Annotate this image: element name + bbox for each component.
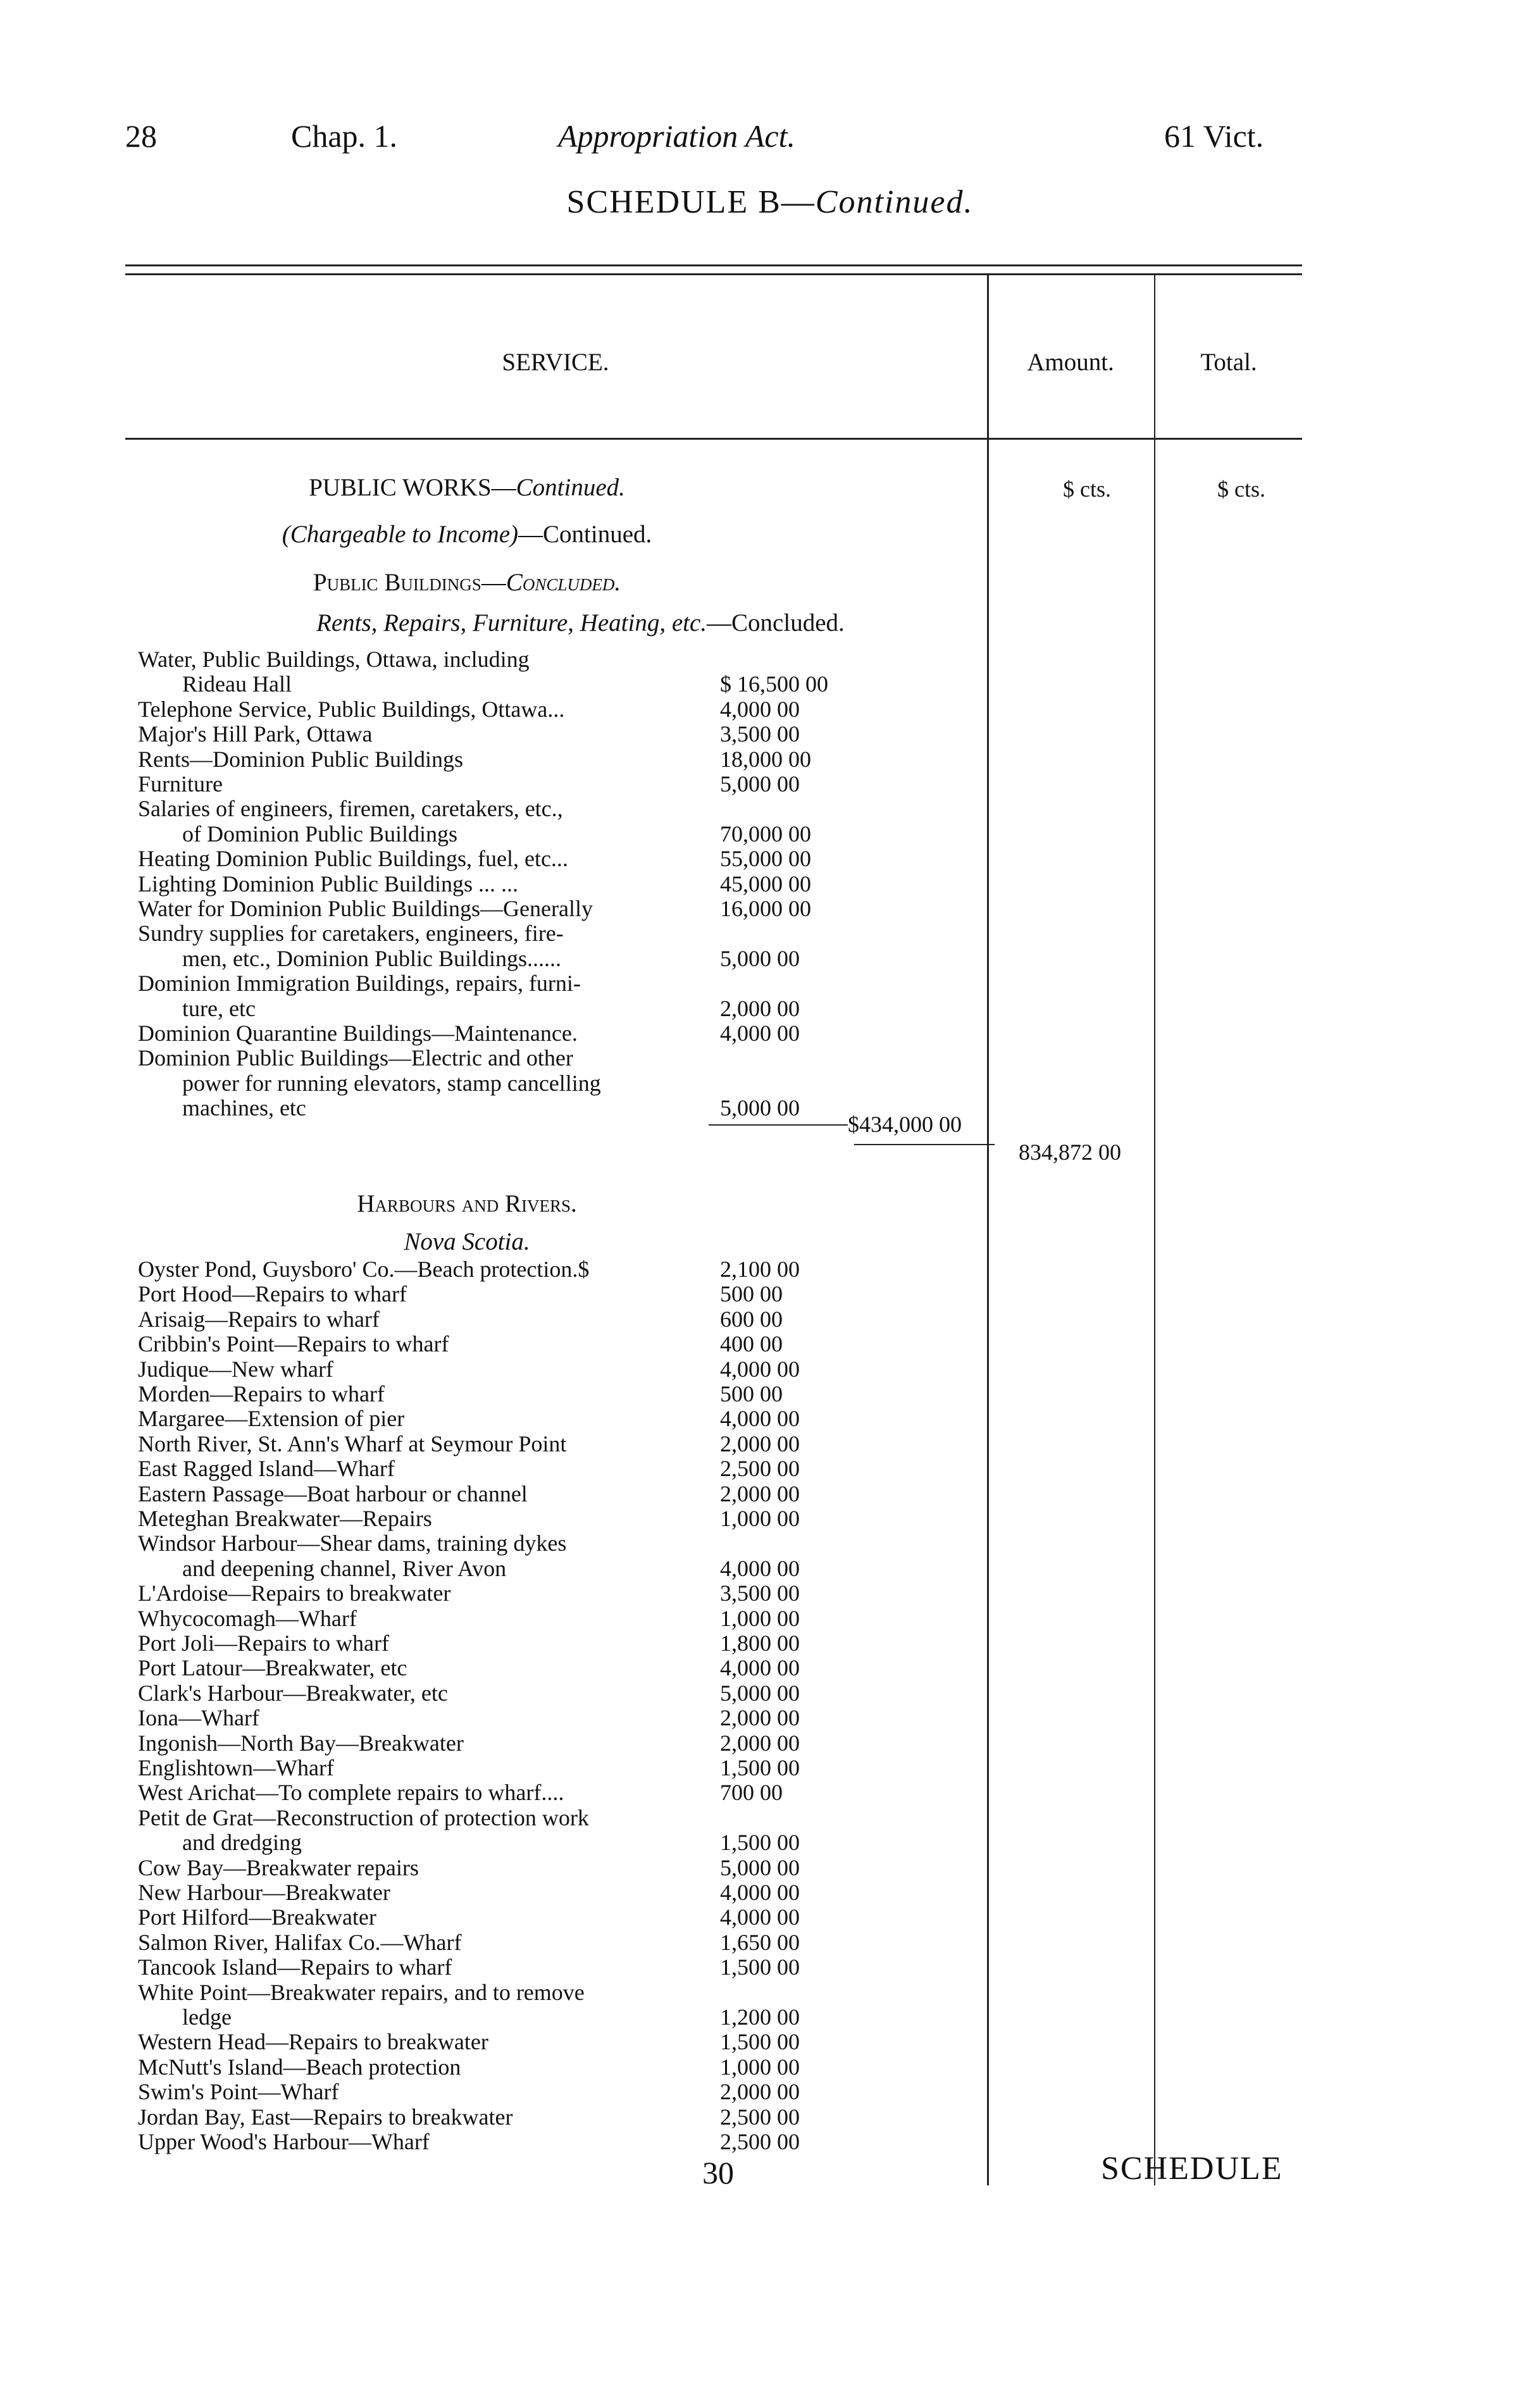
subtotal-rule-right: [854, 1144, 987, 1145]
ledger-line: [138, 1021, 847, 1046]
item-description: North River, St. Ann's Wharf at Seymour Point: [138, 1431, 567, 1456]
item-amount: 18,000 00: [720, 747, 811, 772]
item-description: Dominion Quarantine Buildings—Maintenance.: [138, 1021, 578, 1046]
item-description: and deepening channel, River Avon: [182, 1556, 507, 1581]
ledger-line: [138, 1755, 847, 1780]
item-description: White Point—Breakwater repairs, and to remove: [138, 1980, 585, 2005]
ledger-line: [138, 2079, 847, 2104]
item-amount: 4,000 00: [720, 1357, 800, 1382]
item-description: Port Latour—Breakwater, etc: [138, 1655, 407, 1680]
item-description: Whycocomagh—Wharf: [138, 1606, 357, 1631]
ledger-line: [138, 1095, 847, 1121]
item-amount: 2,500 00: [720, 2104, 800, 2130]
ledger-line: [138, 771, 847, 797]
item-description: Salaries of engineers, firemen, caretakers, etc.,: [138, 796, 563, 821]
item-description: Dominion Immigration Buildings, repairs, furni-: [138, 971, 581, 996]
harbours-title: Harbours and Rivers.: [357, 1190, 577, 1217]
item-description: of Dominion Public Buildings: [182, 821, 458, 847]
ledger-line: [138, 1481, 847, 1506]
ledger-line: [138, 1904, 847, 1930]
ledger-line: [138, 1630, 847, 1656]
ledger-line: [138, 1281, 847, 1307]
ledger-line: [138, 1855, 847, 1880]
ledger-line: [138, 1606, 847, 1631]
ledger-line: [138, 2104, 847, 2130]
item-amount: 2,000 00: [720, 996, 800, 1021]
ledger-line: [138, 1506, 847, 1531]
ledger-line: [138, 846, 847, 871]
item-amount: 1,800 00: [720, 1630, 800, 1656]
item-description: machines, etc: [182, 1095, 306, 1121]
item-amount: 1,500 00: [720, 1954, 800, 1980]
item-description: Ingonish—North Bay—Breakwater: [138, 1730, 464, 1756]
item-amount: 2,000 00: [720, 2079, 800, 2104]
act-title: Appropriation Act.: [558, 118, 795, 154]
item-amount: 3,500 00: [720, 721, 800, 747]
chapter-label: Chap. 1.: [291, 118, 398, 154]
item-amount: 4,000 00: [720, 1655, 800, 1680]
ledger-line: [138, 1730, 847, 1756]
section-title: PUBLIC WORKS—Continued.: [309, 474, 625, 501]
item-amount: 5,000 00: [720, 1095, 800, 1121]
item-description: Clark's Harbour—Breakwater, etc: [138, 1680, 448, 1706]
item-description: Lighting Dominion Public Buildings ... ...: [138, 871, 519, 897]
catchword: SCHEDULE: [1101, 2151, 1283, 2187]
ledger-line: [138, 1307, 847, 1332]
page-number: 28: [125, 118, 157, 154]
title-rule-top: [125, 264, 1302, 266]
ledger-line: [138, 996, 847, 1021]
item-amount: 55,000 00: [720, 846, 811, 871]
item-description: Meteghan Breakwater—Repairs: [138, 1506, 432, 1531]
ledger-line: [138, 1406, 847, 1431]
ledger-line: [138, 2129, 847, 2154]
ledger-line: [138, 697, 847, 722]
item-amount: 1,500 00: [720, 1830, 800, 1855]
ledger-line: [138, 821, 847, 847]
ledger-line: [138, 1431, 847, 1456]
item-description: Water, Public Buildings, Ottawa, including: [138, 647, 530, 672]
item-description: Margaree—Extension of pier: [138, 1406, 405, 1431]
ledger-line: [138, 921, 847, 946]
item-description: Rideau Hall: [182, 671, 292, 697]
item-amount: 700 00: [720, 1780, 783, 1805]
item-description: Port Joli—Repairs to wharf: [138, 1630, 389, 1656]
item-description: Windsor Harbour—Shear dams, training dykes: [138, 1530, 567, 1556]
grand-total-rule: [988, 1144, 995, 1145]
title-rule-bottom: [125, 273, 1302, 275]
item-amount: 4,000 00: [720, 1406, 800, 1431]
item-description: Dominion Public Buildings—Electric and other: [138, 1045, 573, 1071]
section-subsubtitle: Rents, Repairs, Furniture, Heating, etc.—Concluded.: [316, 609, 845, 636]
amount-column-rule: [987, 275, 989, 2185]
item-amount: 1,500 00: [720, 2029, 800, 2054]
item-amount: $ 16,500 00: [720, 671, 828, 697]
ledger-line: [138, 896, 847, 921]
item-amount: 5,000 00: [720, 1680, 800, 1706]
buildings-grand-total: 834,872 00: [1019, 1139, 1121, 1165]
item-description: ledge: [182, 2004, 232, 2030]
item-amount: 4,000 00: [720, 697, 800, 722]
item-description: McNutt's Island—Beach protection: [138, 2054, 461, 2080]
ledger-line: [138, 1357, 847, 1382]
item-amount: 2,000 00: [720, 1705, 800, 1730]
item-description: Petit de Grat—Reconstruction of protection work: [138, 1805, 589, 1830]
ledger-line: [138, 1530, 847, 1556]
ledger-line: [138, 721, 847, 747]
item-amount: 5,000 00: [720, 946, 800, 971]
ledger-line: [138, 1705, 847, 1730]
item-description: Heating Dominion Public Buildings, fuel, etc...: [138, 846, 568, 871]
item-description: Furniture: [138, 771, 223, 797]
signature-mark: 30: [702, 2155, 734, 2190]
item-description: New Harbour—Breakwater: [138, 1880, 390, 1905]
item-amount: 3,500 00: [720, 1580, 800, 1606]
item-description: Water for Dominion Public Buildings—Generally: [138, 896, 593, 921]
item-description: Sundry supplies for caretakers, engineers, fire-: [138, 921, 564, 946]
item-amount: 5,000 00: [720, 1855, 800, 1880]
item-description: Western Head—Repairs to breakwater: [138, 2029, 488, 2054]
item-description: Major's Hill Park, Ottawa: [138, 721, 373, 747]
item-amount: 4,000 00: [720, 1021, 800, 1046]
item-description: power for running elevators, stamp cancelling: [182, 1071, 601, 1096]
total-column-rule: [1154, 275, 1155, 2185]
ledger-line: [138, 671, 847, 697]
ledger-line: [138, 2054, 847, 2080]
item-amount: 1,650 00: [720, 1930, 800, 1955]
ledger-line: [138, 1257, 847, 1282]
section-chargeable: (Chargeable to Income)—Continued.: [282, 521, 652, 548]
ledger-line: [138, 1071, 847, 1096]
ledger-line: [138, 1930, 847, 1955]
column-header-rule: [125, 438, 1302, 440]
item-description: men, etc., Dominion Public Buildings......: [182, 946, 561, 971]
item-amount: 4,000 00: [720, 1556, 800, 1581]
ledger-line: [138, 1456, 847, 1481]
item-description: and dredging: [182, 1830, 302, 1855]
ledger-line: [138, 1780, 847, 1805]
item-description: Morden—Repairs to wharf: [138, 1381, 385, 1406]
item-description: ture, etc: [182, 996, 256, 1021]
item-amount: 2,500 00: [720, 2129, 800, 2154]
item-amount: 4,000 00: [720, 1880, 800, 1905]
item-amount: 2,500 00: [720, 1456, 800, 1481]
item-description: Salmon River, Halifax Co.—Wharf: [138, 1930, 462, 1955]
item-amount: 1,000 00: [720, 2054, 800, 2080]
item-description: Jordan Bay, East—Repairs to breakwater: [138, 2104, 513, 2130]
item-description: Judique—New wharf: [138, 1357, 333, 1382]
ledger-line: [138, 971, 847, 996]
ledger-line: [138, 1805, 847, 1830]
item-amount: 45,000 00: [720, 871, 811, 897]
item-description: Eastern Passage—Boat harbour or channel: [138, 1481, 528, 1506]
schedule-title: SCHEDULE B—Continued.: [566, 184, 974, 220]
buildings-subtotal: $434,000 00: [848, 1112, 962, 1137]
item-description: Tancook Island—Repairs to wharf: [138, 1954, 452, 1980]
item-amount: 400 00: [720, 1331, 783, 1357]
column-header-service: SERVICE.: [502, 349, 609, 376]
item-description: East Ragged Island—Wharf: [138, 1456, 395, 1481]
total-currency-label: $ cts.: [1217, 476, 1265, 502]
ledger-line: [138, 2004, 847, 2030]
harbours-province: Nova Scotia.: [404, 1228, 530, 1255]
item-description: West Arichat—To complete repairs to wharf....: [138, 1780, 564, 1805]
amount-currency-label: $ cts.: [1063, 476, 1111, 502]
item-amount: 2,100 00: [720, 1257, 800, 1282]
ledger-line: [138, 1331, 847, 1357]
item-amount: 16,000 00: [720, 896, 811, 921]
subtotal-rule-left: [709, 1124, 848, 1126]
item-amount: 4,000 00: [720, 1904, 800, 1930]
ledger-line: [138, 796, 847, 821]
ledger-line: [138, 1556, 847, 1581]
item-description: Cribbin's Point—Repairs to wharf: [138, 1331, 449, 1357]
ledger-line: [138, 1980, 847, 2005]
item-description: L'Ardoise—Repairs to breakwater: [138, 1580, 451, 1606]
item-amount: 5,000 00: [720, 771, 800, 797]
column-header-total: Total.: [1200, 349, 1257, 376]
item-amount: 1,200 00: [720, 2004, 800, 2030]
item-description: Upper Wood's Harbour—Wharf: [138, 2129, 430, 2154]
item-description: Iona—Wharf: [138, 1705, 259, 1730]
section-subtitle: Public Buildings—Concluded.: [313, 569, 621, 596]
item-description: Englishtown—Wharf: [138, 1755, 334, 1780]
item-description: Arisaig—Repairs to wharf: [138, 1307, 380, 1332]
item-description: Rents—Dominion Public Buildings: [138, 747, 464, 772]
column-header-amount: Amount.: [1027, 349, 1114, 376]
ledger-line: [138, 1954, 847, 1980]
item-description: Port Hood—Repairs to wharf: [138, 1281, 407, 1307]
item-amount: 70,000 00: [720, 821, 811, 847]
regnal-year: 61 Vict.: [1164, 118, 1264, 154]
ledger-line: [138, 946, 847, 971]
ledger-line: [138, 747, 847, 772]
item-description: Telephone Service, Public Buildings, Ottawa...: [138, 697, 565, 722]
item-amount: 1,000 00: [720, 1606, 800, 1631]
ledger-line: [138, 1580, 847, 1606]
item-description: Swim's Point—Wharf: [138, 2079, 339, 2104]
item-amount: 500 00: [720, 1281, 783, 1307]
item-amount: 1,500 00: [720, 1755, 800, 1780]
item-description: Oyster Pond, Guysboro' Co.—Beach protection.$: [138, 1257, 590, 1282]
item-amount: 2,000 00: [720, 1431, 800, 1456]
ledger-line: [138, 1830, 847, 1855]
item-amount: 2,000 00: [720, 1481, 800, 1506]
ledger-line: [138, 1655, 847, 1680]
item-description: Port Hilford—Breakwater: [138, 1904, 376, 1930]
ledger-line: [138, 1381, 847, 1406]
ledger-line: [138, 2029, 847, 2054]
ledger-line: [138, 1045, 847, 1071]
ledger-line: [138, 647, 847, 672]
item-amount: 500 00: [720, 1381, 783, 1406]
ledger-line: [138, 1680, 847, 1706]
item-amount: 2,000 00: [720, 1730, 800, 1756]
item-amount: 600 00: [720, 1307, 783, 1332]
ledger-line: [138, 871, 847, 897]
item-description: Cow Bay—Breakwater repairs: [138, 1855, 419, 1880]
ledger-line: [138, 1880, 847, 1905]
item-amount: 1,000 00: [720, 1506, 800, 1531]
